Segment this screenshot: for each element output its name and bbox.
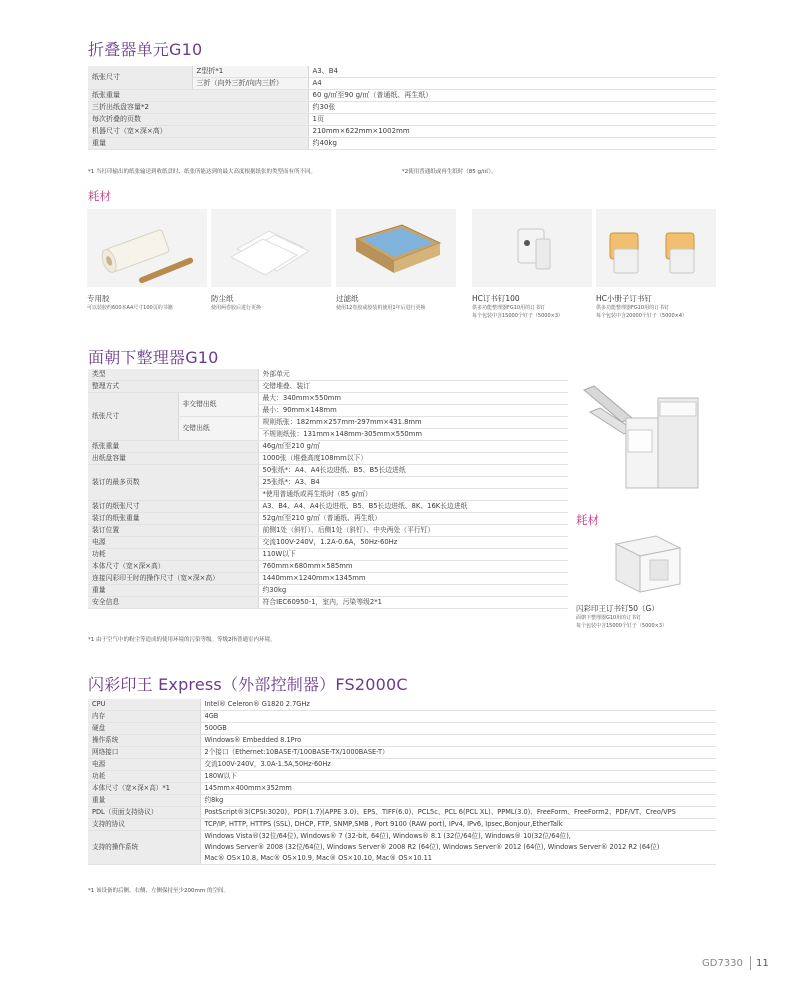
- row-value: 60 g/㎡至90 g/㎡（普通纸、再生纸）: [308, 90, 716, 102]
- footer-code: GD7330: [702, 958, 743, 969]
- table-row: [88, 759, 716, 771]
- row-label: 装订的纸张重量: [88, 513, 258, 525]
- finisher-consumables-title: 耗材: [576, 513, 599, 527]
- controller-spec-table: [88, 699, 716, 865]
- row-sublabel: 三折（向外三折/向内三折）: [192, 78, 308, 90]
- row-value: Windows® Embedded 8.1Pro: [200, 735, 716, 747]
- row-value: 180W以下: [200, 771, 716, 783]
- row-label: 本体尺寸（宽×深×高）: [88, 561, 258, 573]
- row-label: 类型: [88, 369, 258, 381]
- table-row: [88, 525, 568, 537]
- row-value: PostScript®3(CPSI:3020)、PDF(1.7)(APPE 3.0)、EPS、TIFF(6.0)、PCL5c、PCL 6(PCL XL)、PPML(3.0)、FreeForm、FreeForm2、PDF/VT、Creo/VPS: [200, 807, 716, 819]
- table-row: [88, 126, 716, 138]
- row-sublabel: Z型折*1: [192, 66, 308, 78]
- row-value: 46g/㎡至210 g/㎡: [258, 441, 568, 453]
- consumable-name: HC小册子订书钉: [596, 294, 652, 303]
- row-value: 4GB: [200, 711, 716, 723]
- table-row: [88, 66, 716, 78]
- row-value: 52g/㎡至210 g/㎡（普通纸、再生纸）: [258, 513, 568, 525]
- row-value: 最大：340mm×550mm: [258, 393, 568, 405]
- row-value: 最小：90mm×148mm: [258, 405, 568, 417]
- row-label: 支持的协议: [88, 819, 200, 831]
- row-value: 前侧1处（斜钉）、后侧1处（斜钉）、中央两处（平行钉）: [258, 525, 568, 537]
- table-row: [88, 381, 568, 393]
- table-row: [88, 138, 716, 150]
- table-row: [88, 453, 568, 465]
- consumable-name: 专用胶: [87, 294, 110, 303]
- consumable-desc: 供多功能整理器FG10用的订书钉: [596, 305, 670, 311]
- row-value: 50张纸*：A4、A4长边进纸、B5、B5长边进纸: [258, 465, 568, 477]
- folder-spec-table: [88, 66, 716, 150]
- dust-paper-image: [211, 209, 331, 287]
- table-row: [88, 393, 568, 405]
- finisher-title: 面朝下整理器G10: [88, 348, 219, 367]
- folder-note-2: *2使用普通纸或再生纸时（85 g/㎡）。: [402, 169, 497, 175]
- row-label: 每次折叠的页数: [88, 114, 308, 126]
- finisher-spec-table: [88, 369, 568, 609]
- finisher-consumable-desc: 面朝下整理器G10用的订书钉: [576, 615, 642, 621]
- row-value: 25张纸*：A3、B4: [258, 477, 568, 489]
- filter-paper-image: [336, 209, 456, 287]
- table-row: [88, 807, 716, 819]
- row-sublabel: 交错出纸: [178, 417, 258, 441]
- row-value: Windows Vista®(32位/64位), Windows® 7 (32-bit, 64位), Windows® 8.1 (32位/64位), Windows® 10(32位/64位),: [200, 831, 716, 843]
- consumable-desc: 使用12卷胶或胶装机使用1年后进行更换: [336, 305, 426, 311]
- row-value: 500GB: [200, 723, 716, 735]
- finisher-machine-image: [580, 382, 700, 494]
- row-value: 2个接口（Ethernet:10BASE-T/100BASE-TX/1000BASE-T）: [200, 747, 716, 759]
- row-label: 网络接口: [88, 747, 200, 759]
- table-row: [88, 699, 716, 711]
- row-value: Intel® Celeron® G1820 2.7GHz: [200, 699, 716, 711]
- row-label: 整理方式: [88, 381, 258, 393]
- row-value: 交流100V-240V，1.2A-0.6A，50Hz-60Hz: [258, 537, 568, 549]
- row-label: CPU: [88, 699, 200, 711]
- row-label: PDL（页面支持协议）: [88, 807, 200, 819]
- table-row: [88, 747, 716, 759]
- footer-divider: [750, 956, 751, 970]
- hc-booklet-staple-image: [596, 209, 716, 287]
- row-value: Mac® OS×10.8, Mac® OS×10.9, Mac® OS×10.10, Mac® OS×10.11: [200, 853, 716, 865]
- table-row: [88, 114, 716, 126]
- row-value: A3、B4: [308, 66, 716, 78]
- row-label: 操作系统: [88, 735, 200, 747]
- row-label: 装订的最多页数: [88, 465, 258, 501]
- consumable-name: HC订书钉100: [472, 294, 520, 303]
- row-value: 1000张（堆叠高度108mm以下）: [258, 453, 568, 465]
- row-value: 1440mm×1240mm×1345mm: [258, 573, 568, 585]
- table-row: [88, 597, 568, 609]
- table-row: [88, 561, 568, 573]
- row-label: 装订位置: [88, 525, 258, 537]
- table-row: [88, 711, 716, 723]
- row-label: 内存: [88, 711, 200, 723]
- page-number: 11: [756, 958, 769, 969]
- row-label: 连接闪彩印王时的操作尺寸（宽×深×高）: [88, 573, 258, 585]
- table-row: [88, 501, 568, 513]
- row-value: 145mm×400mm×352mm: [200, 783, 716, 795]
- row-value: 符合IEC60950-1，室内，污染等级2*1: [258, 597, 568, 609]
- glue-roll-image: [87, 209, 207, 287]
- table-row: [88, 465, 568, 477]
- row-label: 电源: [88, 759, 200, 771]
- folder-note-1: *1 当打印输出的纸张输送到收纸盘时、纸张所能达到的最大高度根据纸张的类型而有所不同。: [88, 169, 317, 175]
- row-label: 支持的操作系统: [88, 831, 200, 865]
- row-label: 出纸盘容量: [88, 453, 258, 465]
- table-row: [88, 102, 716, 114]
- row-value: 外部单元: [258, 369, 568, 381]
- row-label: 纸张尺寸: [88, 393, 178, 441]
- table-row: [88, 831, 716, 843]
- row-label: 重量: [88, 138, 308, 150]
- row-label: 重量: [88, 795, 200, 807]
- table-row: [88, 723, 716, 735]
- consumable-name: 过滤纸: [336, 294, 359, 303]
- row-label: 装订的纸张尺寸: [88, 501, 258, 513]
- consumable-desc: 使用两卷胶后进行更换: [211, 305, 262, 311]
- row-label: 重量: [88, 585, 258, 597]
- table-row: [88, 585, 568, 597]
- table-row: [88, 441, 568, 453]
- table-row: [88, 513, 568, 525]
- table-row: [88, 771, 716, 783]
- table-row: [88, 819, 716, 831]
- finisher-consumable-name: 闪彩印王订书钉50（G）: [576, 604, 659, 613]
- row-label: 硬盘: [88, 723, 200, 735]
- table-row: [88, 90, 716, 102]
- consumable-desc: 每个包装中含20000个钉子（5000×4）: [596, 313, 688, 319]
- row-value: *使用普通纸或再生纸时（85 g/㎡）: [258, 489, 568, 501]
- finisher-consumable-desc: 每个包装中含15000个钉子（5000×3）: [576, 623, 668, 629]
- hc-staple-image: [472, 209, 592, 287]
- row-value: 交流100V-240V，3.0A-1.5A,50Hz-60Hz: [200, 759, 716, 771]
- folder-title: 折叠器单元G10: [88, 40, 203, 59]
- row-label: 功耗: [88, 771, 200, 783]
- row-label: 功耗: [88, 549, 258, 561]
- consumable-desc: 每个包装中含15000个钉子（5000×3）: [472, 313, 564, 319]
- row-label: 安全信息: [88, 597, 258, 609]
- row-value: 规则纸张：182mm×257mm-297mm×431.8mm: [258, 417, 568, 429]
- row-value: 110W以下: [258, 549, 568, 561]
- row-label: 本体尺寸（宽×深×高）*1: [88, 783, 200, 795]
- row-value: 约30张: [308, 102, 716, 114]
- consumable-desc: 供多功能整理器FG10用的订书钉: [472, 305, 546, 311]
- table-row: [88, 537, 568, 549]
- table-row: [88, 783, 716, 795]
- row-label: 纸张尺寸: [88, 66, 192, 90]
- row-value: TCP/IP, HTTP, HTTPS (SSL), DHCP, FTP, SNMP,SMB , Port 9100 (RAW port), IPv4, IPv6, Ipsec,Bonjour,EtherTalk: [200, 819, 716, 831]
- table-row: [88, 549, 568, 561]
- row-value: 210mm×622mm×1002mm: [308, 126, 716, 138]
- row-value: 760mm×680mm×585mm: [258, 561, 568, 573]
- table-row: [88, 369, 568, 381]
- row-label: 三折出纸盘容量*2: [88, 102, 308, 114]
- table-row: [88, 573, 568, 585]
- controller-title: 闪彩印王 Express（外部控制器）FS2000C: [88, 675, 408, 694]
- row-label: 电源: [88, 537, 258, 549]
- row-value: 约30kg: [258, 585, 568, 597]
- controller-note: *1 该设备的后侧、右侧、左侧保持至少200mm 的空间。: [88, 888, 229, 894]
- row-value: 约8kg: [200, 795, 716, 807]
- consumable-name: 防尘纸: [211, 294, 234, 303]
- consumable-desc: 可以装胶约600本A4尺寸100页的书籍: [87, 305, 173, 311]
- row-value: A4: [308, 78, 716, 90]
- row-value: 约40kg: [308, 138, 716, 150]
- row-label: 纸张重量: [88, 90, 308, 102]
- row-value: 不规则纸张：131mm×148mm-305mm×550mm: [258, 429, 568, 441]
- table-row: [88, 735, 716, 747]
- row-value: 1页: [308, 114, 716, 126]
- row-sublabel: 非交错出纸: [178, 393, 258, 417]
- row-value: 交错堆叠、装订: [258, 381, 568, 393]
- finisher-note: *1 由于空气中的粉尘等造成的使用环境的污染等级。等级2指普通室内环境。: [88, 637, 276, 643]
- table-row: [88, 795, 716, 807]
- staple-cartridge-image: [596, 534, 696, 598]
- row-value: Windows Server® 2008 (32位/64位), Windows Server® 2008 R2 (64位), Windows Server® 2012 (64位), Windows Server® 2012 R2 (64位): [200, 842, 716, 853]
- row-value: A3、B4、A4、A4长边进纸、B5、B5长边进纸、8K、16K长边进纸: [258, 501, 568, 513]
- consumables-title: 耗材: [88, 189, 111, 203]
- row-label: 纸张重量: [88, 441, 258, 453]
- row-label: 机器尺寸（宽×深×高）: [88, 126, 308, 138]
